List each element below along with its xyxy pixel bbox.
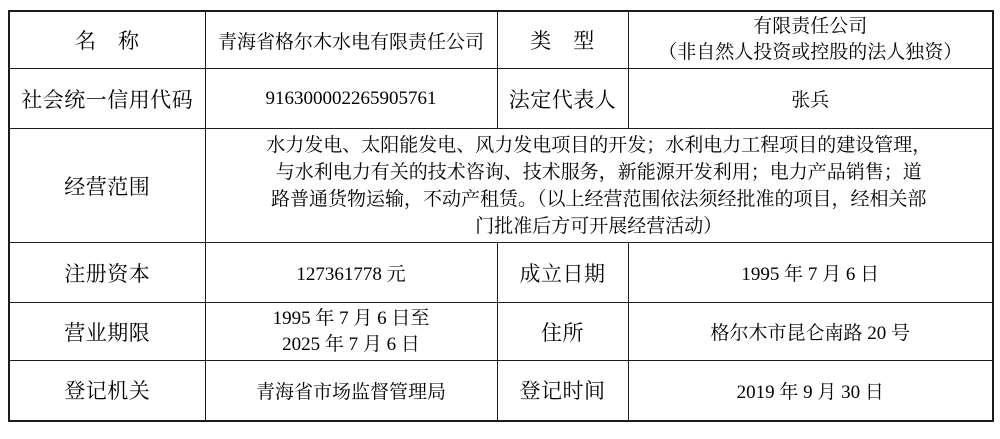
business-term-value: 1995 年 7 月 6 日至 2025 年 7 月 6 日 <box>205 303 497 361</box>
registration-authority-value: 青海省市场监督管理局 <box>205 361 497 421</box>
table-row <box>9 129 993 243</box>
table-row <box>9 303 993 361</box>
registration-date-value: 2019 年 9 月 30 日 <box>628 361 993 421</box>
table-row <box>9 69 993 129</box>
name-value: 青海省格尔木水电有限责任公司 <box>205 11 497 69</box>
business-scope-label: 经营范围 <box>9 129 205 243</box>
registered-capital-label: 注册资本 <box>9 243 205 303</box>
registered-capital-value: 127361778 元 <box>205 243 497 303</box>
table-row <box>9 11 993 69</box>
establishment-date-label: 成立日期 <box>497 243 628 303</box>
credit-code-value: 916300002265905761 <box>205 69 497 129</box>
name-label: 名 称 <box>9 11 205 69</box>
type-value: 有限责任公司 （非自然人投资或控股的法人独资） <box>628 11 993 69</box>
registration-authority-label: 登记机关 <box>9 361 205 421</box>
business-scope-value: 水力发电、太阳能发电、风力发电项目的开发；水利电力工程项目的建设管理， 与水利电力有关的技术咨询、技术服务，新能源开发利用；电力产品销售；道 路普通货物运输，不动产租赁。（以上经营范围依法须经批准的项目，经相关部 门批准后方可开展经营活动） <box>205 129 993 243</box>
table-row <box>9 361 993 421</box>
registration-sheet <box>8 10 994 422</box>
legal-representative-label: 法定代表人 <box>497 69 628 129</box>
address-value: 格尔木市昆仑南路 20 号 <box>628 303 993 361</box>
address-label: 住所 <box>497 303 628 361</box>
registration-date-label: 登记时间 <box>497 361 628 421</box>
company-registration-table <box>8 10 994 422</box>
table-row <box>9 243 993 303</box>
credit-code-label: 社会统一信用代码 <box>9 69 205 129</box>
legal-representative-value: 张兵 <box>628 69 993 129</box>
establishment-date-value: 1995 年 7 月 6 日 <box>628 243 993 303</box>
type-label: 类 型 <box>497 11 628 69</box>
business-term-label: 营业期限 <box>9 303 205 361</box>
